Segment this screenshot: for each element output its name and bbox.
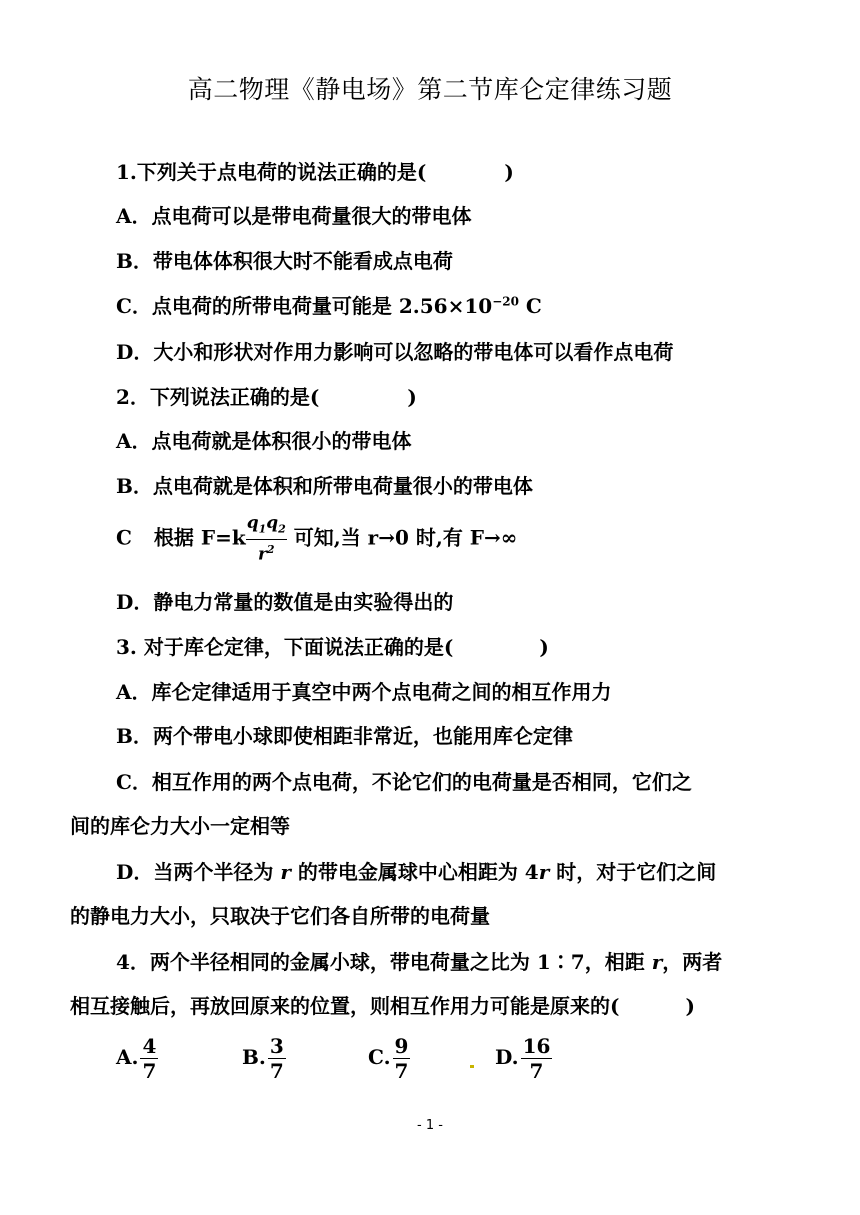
q4-option-b bbox=[242, 1034, 288, 1083]
q2-option-d: D．静电力常量的数值是由实验得出的 bbox=[116, 590, 454, 614]
question-4-stem-line1 bbox=[116, 946, 722, 975]
question-4-stem-line2 bbox=[70, 990, 695, 1019]
q1-option-c bbox=[116, 290, 542, 319]
coulomb-fraction bbox=[246, 513, 287, 565]
q3-d-mid: 的带电金属球中心相距为 4 bbox=[290, 860, 539, 884]
q1-c-suffix: C bbox=[518, 294, 542, 318]
q2-c-suffix: 可知,当 r→0 时,有 F→∞ bbox=[286, 525, 518, 550]
fraction-denominator: $r^2$ bbox=[257, 543, 275, 566]
q4-a-fraction bbox=[140, 1034, 158, 1083]
q3-stem-text: 3. 对于库仑定律，下面说法正确的是( bbox=[116, 635, 454, 659]
q3-option-c-line1: C．相互作用的两个点电荷，不论它们的电荷量是否相同，它们之 bbox=[116, 770, 692, 794]
q4-b-fraction bbox=[268, 1034, 286, 1083]
q4-b-denominator: 7 bbox=[269, 1059, 284, 1083]
q4-option-a bbox=[116, 1034, 160, 1083]
q1-stem-text: 1.下列关于点电荷的说法正确的是( bbox=[116, 160, 427, 184]
decorative-dot bbox=[470, 1065, 474, 1068]
q4-stem2-text: 相互接触后，再放回原来的位置，则相互作用力可能是原来的( bbox=[70, 994, 620, 1018]
q4-a-label: A. bbox=[116, 1045, 139, 1069]
q1-stem-close: ) bbox=[504, 160, 514, 184]
q4-option-c bbox=[368, 1034, 412, 1083]
page-number: - 1 - bbox=[417, 1118, 443, 1133]
q3-option-a: A．库仑定律适用于真空中两个点电荷之间的相互作用力 bbox=[116, 680, 612, 704]
q4-stem-r: r bbox=[651, 950, 663, 974]
q2-c-prefix: 根据 F=k bbox=[153, 525, 246, 550]
q4-c-label: C. bbox=[368, 1045, 391, 1069]
q4-c-fraction bbox=[393, 1034, 411, 1083]
q3-option-b: B．两个带电小球即使相距非常近，也能用库仑定律 bbox=[116, 724, 573, 748]
q3-d-post: 时，对于它们之间 bbox=[549, 860, 717, 884]
q2-option-a: A．点电荷就是体积很小的带电体 bbox=[116, 429, 412, 453]
q4-d-fraction bbox=[521, 1034, 553, 1083]
q4-d-numerator: 16 bbox=[522, 1034, 551, 1058]
q3-option-c-line2: 间的库仑力大小一定相等 bbox=[70, 814, 290, 838]
q1-option-b: B．带电体体积很大时不能看成点电荷 bbox=[116, 249, 453, 273]
q3-stem-close: ) bbox=[539, 635, 549, 659]
q4-stem-post: ，两者 bbox=[662, 950, 723, 974]
q4-d-denominator: 7 bbox=[529, 1059, 544, 1083]
q2-c-label: C bbox=[116, 525, 132, 550]
q4-c-numerator: 9 bbox=[394, 1034, 409, 1058]
q2-stem-text: 2．下列说法正确的是( bbox=[116, 385, 320, 409]
q4-b-numerator: 3 bbox=[269, 1034, 284, 1058]
q2-option-c bbox=[116, 513, 517, 565]
question-3-stem bbox=[116, 631, 549, 660]
q4-a-denominator: 7 bbox=[142, 1059, 157, 1083]
q1-c-exponent: −20 bbox=[492, 294, 519, 309]
fraction-numerator: $q_1q_2$ bbox=[246, 513, 287, 540]
q3-d-r: r bbox=[280, 860, 291, 884]
q1-c-prefix: C．点电荷的所带电荷量可能是 2.56×10 bbox=[116, 294, 493, 318]
q1-option-d: D．大小和形状对作用力影响可以忽略的带电体可以看作点电荷 bbox=[116, 340, 674, 364]
q3-d-pre: D．当两个半径为 bbox=[116, 860, 281, 884]
q4-b-label: B. bbox=[242, 1045, 266, 1069]
q4-d-label: D. bbox=[495, 1045, 519, 1069]
q4-stem-pre: 4．两个半径相同的金属小球，带电荷量之比为 1∶7，相距 bbox=[116, 950, 652, 974]
q3-d-r2: r bbox=[538, 860, 550, 884]
q4-a-numerator: 4 bbox=[142, 1034, 157, 1058]
question-1-stem bbox=[116, 156, 514, 185]
question-2-stem bbox=[116, 381, 417, 410]
q1-option-a: A．点电荷可以是带电荷量很大的带电体 bbox=[116, 204, 472, 228]
page-title: 高二物理《静电场》第二节库仑定律练习题 bbox=[187, 75, 673, 104]
q3-option-d-line1 bbox=[116, 856, 716, 885]
q4-option-d bbox=[495, 1034, 554, 1083]
q4-c-denominator: 7 bbox=[394, 1059, 409, 1083]
q4-stem-close: ) bbox=[685, 994, 695, 1018]
q2-stem-close: ) bbox=[407, 385, 417, 409]
q3-option-d-line2: 的静电力大小，只取决于它们各自所带的电荷量 bbox=[70, 904, 490, 928]
q2-option-b: B．点电荷就是体积和所带电荷量很小的带电体 bbox=[116, 474, 533, 498]
